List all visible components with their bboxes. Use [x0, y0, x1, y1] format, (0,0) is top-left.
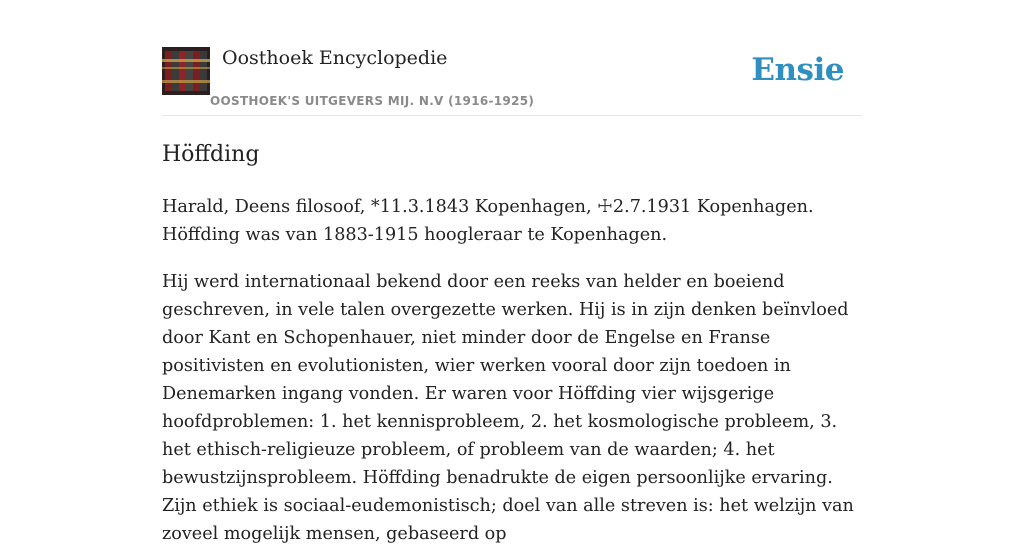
content-container	[162, 0, 862, 548]
article-paragraph-1: Harald, Deens filosoof, *11.3.1843 Kopenhagen, ☩2.7.1931 Kopenhagen. Höffding was van 1883-1915 hoogleraar te Kopenhagen.	[162, 197, 814, 245]
source-header	[162, 0, 862, 116]
book-spines-icon[interactable]	[162, 47, 210, 95]
ensie-logo-link[interactable]: Ensie	[751, 52, 844, 88]
article-title: Höffding	[162, 142, 260, 167]
article-paragraph-2: Hij werd internationaal bekend door een reeks van helder en boeiend geschreven, in vele talen overgezette werken. Hij is in zijn denken beïnvloed door Kant en Schopenhauer, niet minder door de Engelse en Franse positivisten en evolutionisten, wier werken vooral door zijn toedoen in Denemarken ingang vonden. Er waren voor Höffding vier wijsgerige hoofdproblemen: 1. het kennisprobleem, 2. het kosmologische probleem, 3. het ethisch-religieuze probleem, of probleem van de waarden; 4. het bewustzijnsprobleem. Höffding benadrukte de eigen persoonlijke ervaring. Zijn ethiek is sociaal-eudemonistisch; doel van alle streven is: het welzijn van zoveel mogelijk mensen, gebaseerd op	[162, 272, 854, 544]
source-title[interactable]: Oosthoek Encyclopedie	[222, 47, 448, 69]
source-subtitle: OOSTHOEK'S UITGEVERS MIJ. N.V (1916-1925)	[210, 94, 535, 108]
